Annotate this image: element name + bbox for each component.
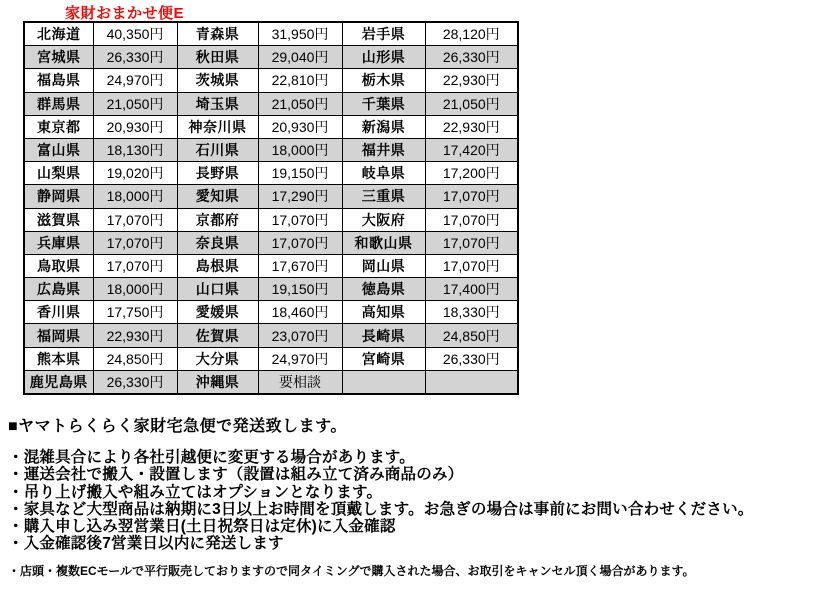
price-cell: 17,070円 (93, 231, 177, 254)
price-cell: 17,070円 (258, 208, 342, 231)
prefecture-cell: 岐阜県 (342, 162, 425, 185)
price-cell: 19,150円 (258, 162, 342, 185)
table-row (24, 278, 518, 301)
prefecture-cell: 福島県 (24, 69, 93, 92)
small-note: ・店頭・複数ECモールで平行販売しておりますので同タイミングで購入された場合、お取引をキャンセル頂く場合があります。 (8, 563, 695, 578)
price-cell: 22,930円 (425, 69, 518, 92)
price-cell: 26,330円 (425, 347, 518, 370)
prefecture-cell: 福岡県 (24, 324, 93, 347)
price-cell: 17,070円 (93, 254, 177, 277)
price-cell: 26,330円 (93, 370, 177, 394)
price-cell: 22,810円 (258, 69, 342, 92)
table-row (24, 324, 518, 347)
price-cell: 17,290円 (258, 185, 342, 208)
prefecture-cell: 福井県 (342, 138, 425, 161)
table-row (24, 231, 518, 254)
prefecture-cell: 石川県 (177, 138, 258, 161)
prefecture-cell: 静岡県 (24, 185, 93, 208)
prefecture-cell: 兵庫県 (24, 231, 93, 254)
table-row (24, 254, 518, 277)
price-cell: 24,850円 (93, 347, 177, 370)
note-bullet: ・家具など大型商品は納期に3日以上お時間を頂戴します。お急ぎの場合は事前にお問い合わせください。 (8, 500, 754, 518)
price-cell: 21,050円 (93, 92, 177, 115)
table-row (24, 208, 518, 231)
price-cell: 21,050円 (425, 92, 518, 115)
prefecture-cell: 秋田県 (177, 46, 258, 69)
table-row (24, 347, 518, 370)
prefecture-cell: 群馬県 (24, 92, 93, 115)
prefecture-cell: 奈良県 (177, 231, 258, 254)
price-cell: 17,670円 (258, 254, 342, 277)
prefecture-cell: 京都府 (177, 208, 258, 231)
notes-bullet-list (8, 449, 816, 553)
prefecture-cell: 長崎県 (342, 324, 425, 347)
price-cell: 23,070円 (258, 324, 342, 347)
price-cell: 20,930円 (258, 115, 342, 138)
price-cell (425, 370, 518, 394)
table-row (24, 162, 518, 185)
price-cell: 19,020円 (93, 162, 177, 185)
prefecture-cell: 鹿児島県 (24, 370, 93, 394)
table-row (24, 370, 518, 394)
price-cell: 20,930円 (93, 115, 177, 138)
price-cell: 18,130円 (93, 138, 177, 161)
price-cell: 17,750円 (93, 301, 177, 324)
prefecture-cell: 大阪府 (342, 208, 425, 231)
prefecture-cell: 山梨県 (24, 162, 93, 185)
price-cell: 18,000円 (258, 138, 342, 161)
table-row (24, 92, 518, 115)
table-row (24, 301, 518, 324)
prefecture-cell: 山形県 (342, 46, 425, 69)
price-cell: 18,000円 (93, 185, 177, 208)
prefecture-cell: 鳥取県 (24, 254, 93, 277)
prefecture-cell: 三重県 (342, 185, 425, 208)
table-row (24, 138, 518, 161)
notes-heading: ■ヤマトらくらく家財宅急便で発送致します。 (8, 418, 347, 435)
prefecture-cell: 佐賀県 (177, 324, 258, 347)
price-cell: 17,070円 (425, 231, 518, 254)
prefecture-cell: 山口県 (177, 278, 258, 301)
fee-table-body (24, 22, 518, 394)
price-cell: 22,930円 (93, 324, 177, 347)
price-cell: 17,070円 (425, 208, 518, 231)
table-row (24, 22, 518, 46)
note-bullet: ・吊り上げ搬入や組み立てはオプションとなります。 (8, 483, 383, 501)
price-cell: 18,460円 (258, 301, 342, 324)
prefecture-cell: 神奈川県 (177, 115, 258, 138)
price-cell: 17,070円 (93, 208, 177, 231)
shipping-fee-table (23, 21, 519, 395)
price-cell: 要相談 (258, 370, 342, 394)
prefecture-cell: 岡山県 (342, 254, 425, 277)
prefecture-cell: 青森県 (177, 22, 258, 46)
prefecture-cell: 宮崎県 (342, 347, 425, 370)
price-cell: 18,330円 (425, 301, 518, 324)
table-row (24, 46, 518, 69)
prefecture-cell: 滋賀県 (24, 208, 93, 231)
price-cell: 17,070円 (425, 185, 518, 208)
prefecture-cell: 岩手県 (342, 22, 425, 46)
prefecture-cell: 高知県 (342, 301, 425, 324)
price-cell: 24,970円 (258, 347, 342, 370)
prefecture-cell: 長野県 (177, 162, 258, 185)
price-cell: 21,050円 (258, 92, 342, 115)
price-cell: 24,850円 (425, 324, 518, 347)
price-cell: 26,330円 (425, 46, 518, 69)
table-row (24, 115, 518, 138)
note-bullet: ・運送会社で搬入・設置します（設置は組み立て済み商品のみ） (8, 466, 464, 484)
price-cell: 17,200円 (425, 162, 518, 185)
prefecture-cell: 徳島県 (342, 278, 425, 301)
price-cell: 40,350円 (93, 22, 177, 46)
note-bullet: ・入金確認後7営業日以内に発送します (8, 535, 284, 553)
price-cell: 22,930円 (425, 115, 518, 138)
prefecture-cell: 広島県 (24, 278, 93, 301)
note-bullet: ・混雑具合により各社引越便に変更する場合があります。 (8, 449, 415, 466)
price-cell: 31,950円 (258, 22, 342, 46)
prefecture-cell: 愛知県 (177, 185, 258, 208)
price-cell: 24,970円 (93, 69, 177, 92)
prefecture-cell: 千葉県 (342, 92, 425, 115)
prefecture-cell: 島根県 (177, 254, 258, 277)
prefecture-cell: 東京都 (24, 115, 93, 138)
prefecture-cell: 栃木県 (342, 69, 425, 92)
prefecture-cell (342, 370, 425, 394)
price-cell: 17,400円 (425, 278, 518, 301)
prefecture-cell: 和歌山県 (342, 231, 425, 254)
prefecture-cell: 宮城県 (24, 46, 93, 69)
note-bullet: ・購入申し込み翌営業日(土日祝祭日は定休)に入金確認 (8, 518, 396, 536)
table-row (24, 69, 518, 92)
notes-section (8, 413, 816, 579)
prefecture-cell: 茨城県 (177, 69, 258, 92)
price-cell: 18,000円 (93, 278, 177, 301)
prefecture-cell: 埼玉県 (177, 92, 258, 115)
price-cell: 17,420円 (425, 138, 518, 161)
price-cell: 26,330円 (93, 46, 177, 69)
prefecture-cell: 新潟県 (342, 115, 425, 138)
prefecture-cell: 富山県 (24, 138, 93, 161)
price-cell: 28,120円 (425, 22, 518, 46)
prefecture-cell: 愛媛県 (177, 301, 258, 324)
price-cell: 17,070円 (425, 254, 518, 277)
prefecture-cell: 大分県 (177, 347, 258, 370)
table-title: 家財おまかせ便E (65, 5, 185, 22)
price-cell: 29,040円 (258, 46, 342, 69)
price-cell: 17,070円 (258, 231, 342, 254)
prefecture-cell: 熊本県 (24, 347, 93, 370)
prefecture-cell: 沖縄県 (177, 370, 258, 394)
prefecture-cell: 北海道 (24, 22, 93, 46)
prefecture-cell: 香川県 (24, 301, 93, 324)
table-row (24, 185, 518, 208)
price-cell: 19,150円 (258, 278, 342, 301)
